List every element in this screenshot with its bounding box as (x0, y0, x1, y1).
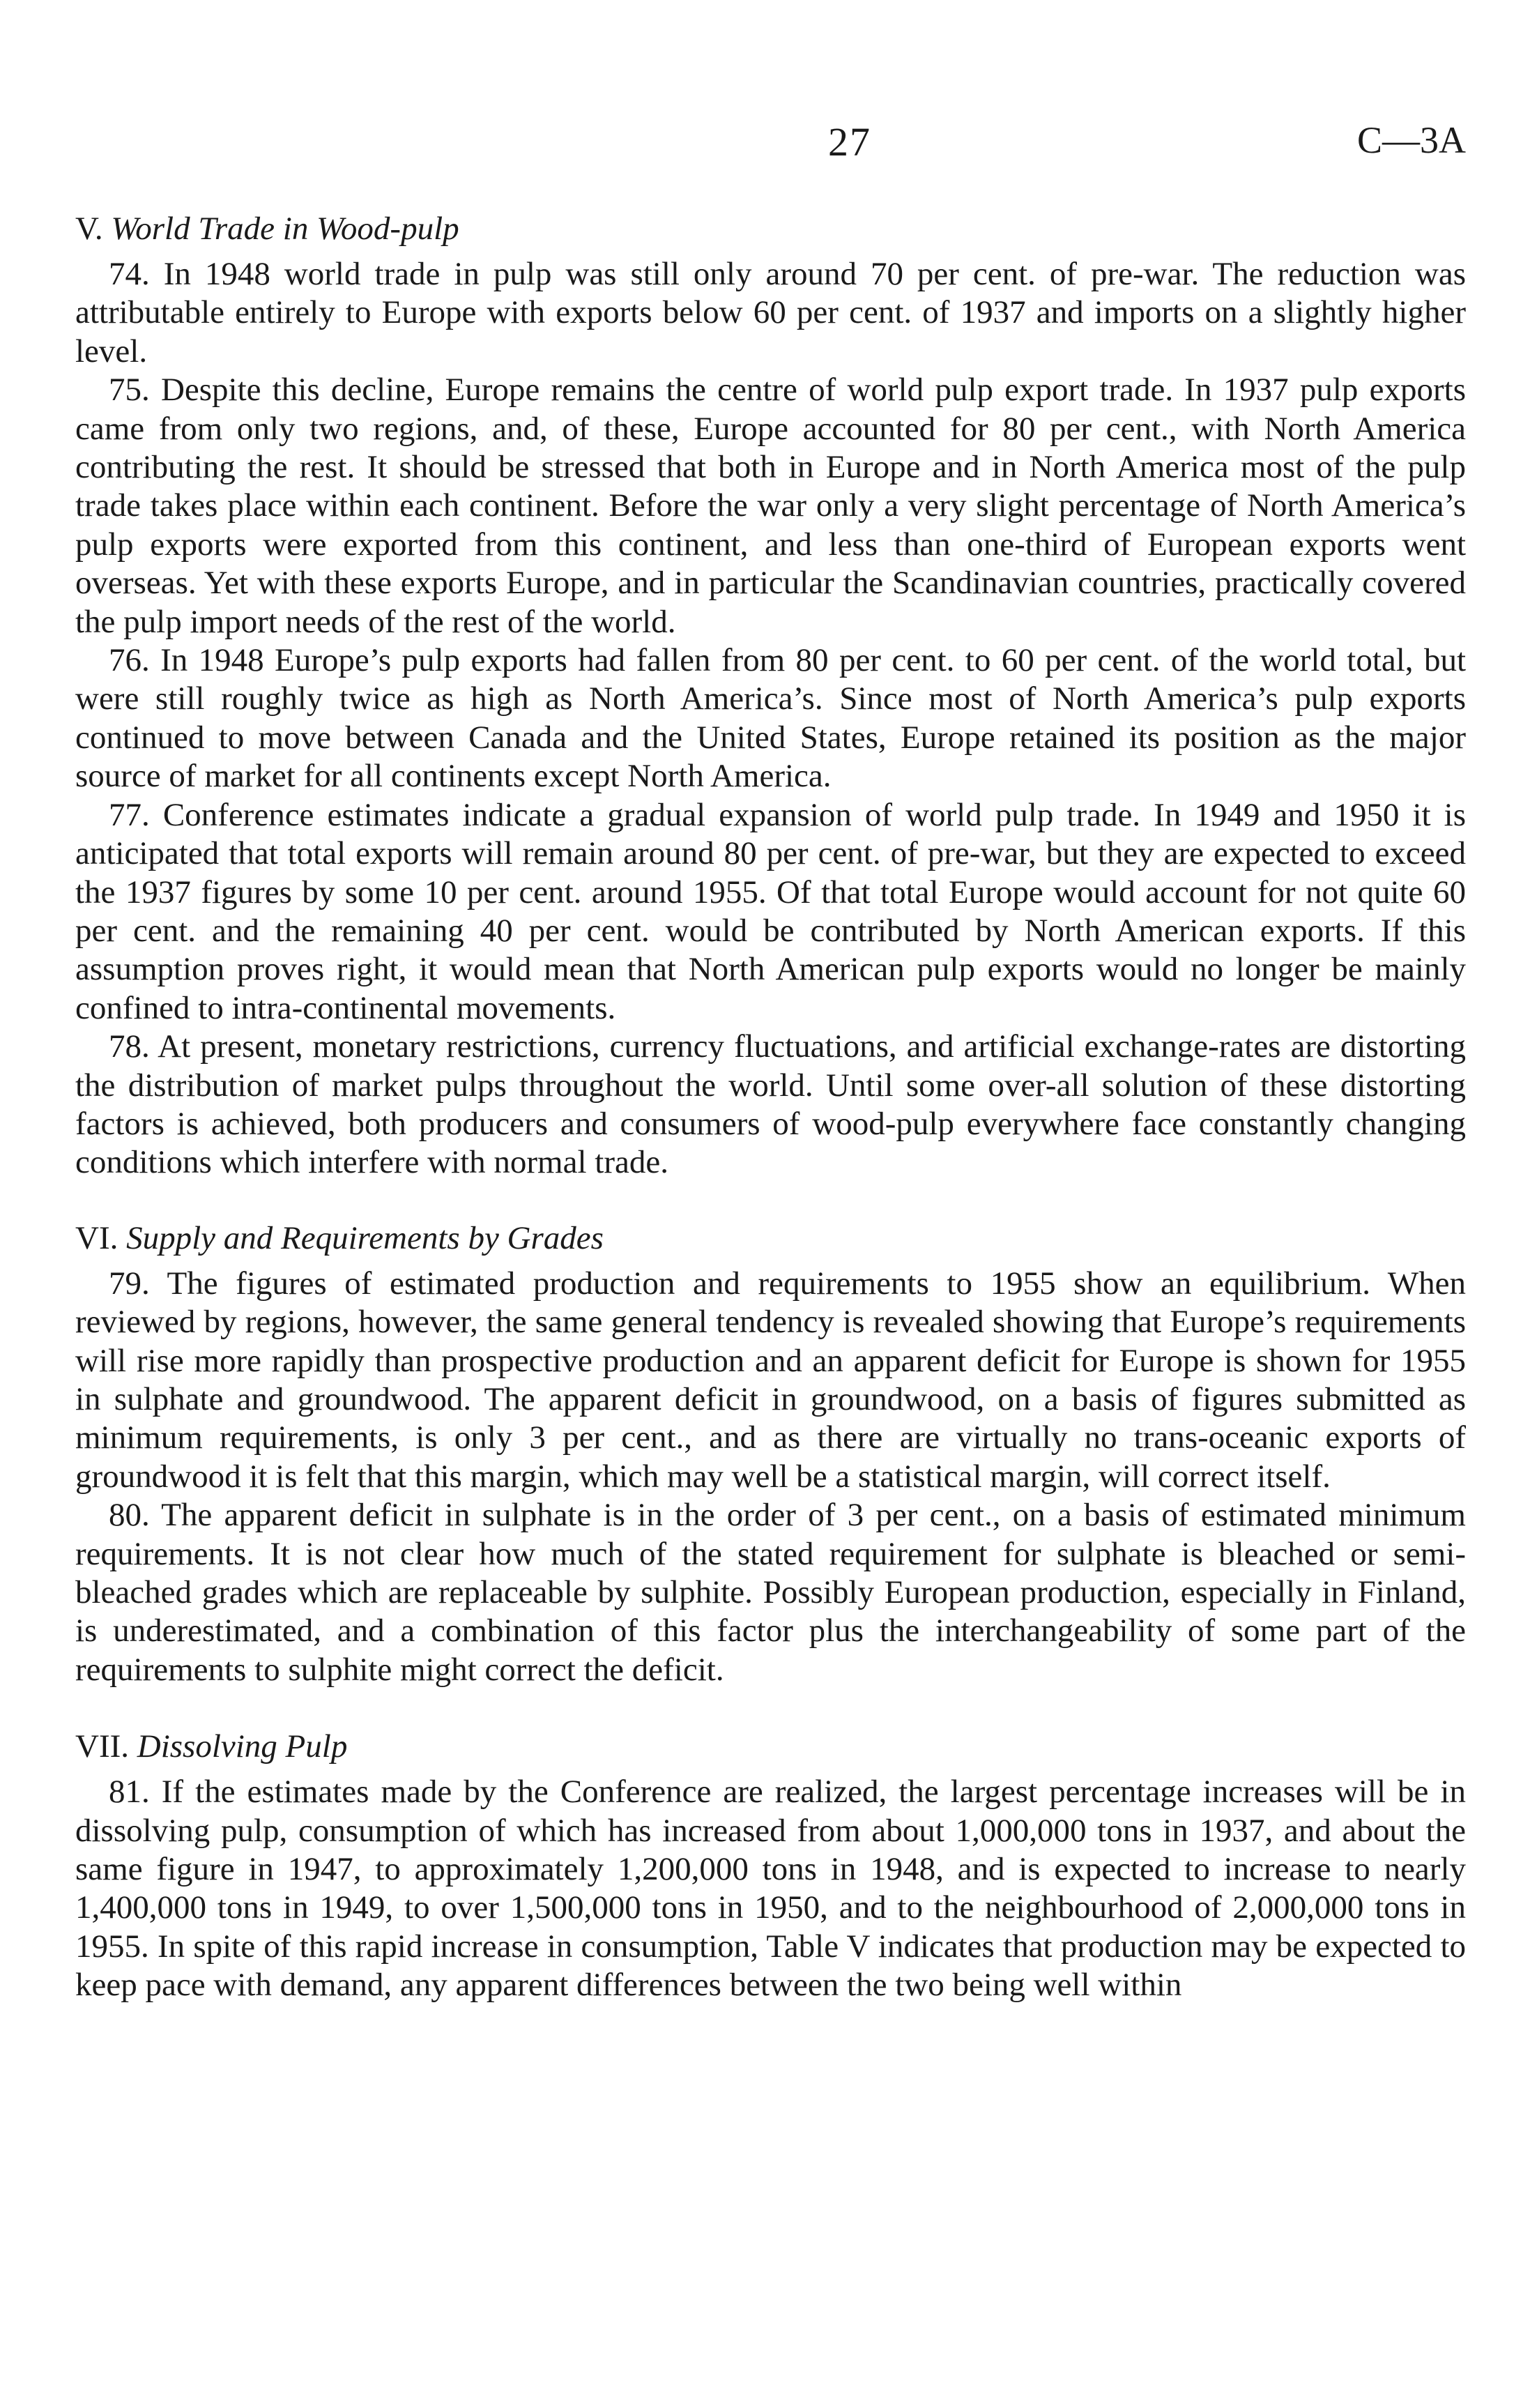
section-spacer (75, 1689, 1466, 1727)
paragraph-75: 75. Despite this decline, Europe remains the centre of world pulp export trade. In 1937 pulp exports came from only two regions, and, of these, Europe accounted for 80 per cent., with North America contributing the rest. It should be stressed that both in Europe and in North America most of the pulp trade takes place within each continent. Before the war only a very slight percentage of North America’s pulp exports were exported from this continent, and less than one-third of European exports went overseas. Yet with these exports Europe, and in particular the Scandinavian countries, practically covered the pulp import needs of the rest of the world. (75, 372, 1466, 640)
paragraph-74: 74. In 1948 world trade in pulp was still only around 70 per cent. of pre-war. The reduction was attributable entirely to Europe with exports below 60 per cent. of 1937 and imports on a slightly higher level. (75, 256, 1466, 369)
section-number: VI. (75, 1219, 118, 1256)
page-header (75, 119, 1466, 174)
page-body (75, 209, 1466, 2005)
paragraph-77: 77. Conference estimates indicate a gradual expansion of world pulp trade. In 1949 and 1950 it is anticipated that total exports will remain around 80 per cent. of pre-war, but they are expected to exceed the 1937 figures by some 10 per cent. around 1955. Of that total Europe would account for not quite 60 per cent. and the remaining 40 per cent. would be contributed by North American exports. If this assumption proves right, it would mean that North American pulp exports would no longer be mainly confined to intra-continental movements. (75, 796, 1466, 1026)
section-title: World Trade in Wood-pulp (111, 211, 459, 247)
section-heading (75, 1727, 1466, 1766)
page-number: 27 (828, 119, 871, 165)
section-title: Supply and Requirements by Grades (126, 1219, 604, 1256)
section-title: Dissolving Pulp (137, 1728, 348, 1765)
section-number: VII. (75, 1728, 129, 1765)
section-dissolving-pulp (75, 1727, 1466, 2004)
paragraph-79: 79. The figures of estimated production and requirements to 1955 show an equilibrium. When reviewed by regions, however, the same general tendency is revealed showing that Europe’s requirements will rise more rapidly than prospective production and an apparent deficit for Europe is shown for 1955 in sulphate and groundwood. The apparent deficit in groundwood, on a basis of figures submitted as minimum requirements, is only 3 per cent., and as there are virtually no trans-oceanic exports of groundwood it is felt that this margin, which may well be a statistical margin, will correct itself. (75, 1265, 1466, 1495)
section-heading (75, 209, 1466, 248)
paragraph-78: 78. At present, monetary restrictions, currency fluctuations, and artificial exchange-rates are distorting the distribution of market pulps throughout the world. Until some over-all solution of these distorting factors is achieved, both producers and consumers of wood-pulp everywhere face constantly changing conditions which interfere with normal trade. (75, 1028, 1466, 1181)
section-spacer (75, 1182, 1466, 1219)
paragraph-80: 80. The apparent deficit in sulphate is in the order of 3 per cent., on a basis of estimated minimum requirements. It is not clear how much of the stated requirement for sulphate is bleached or semi-bleached grades which are replaceable by sulphite. Possibly European production, especially in Finland, is underestimated, and a combination of this factor plus the interchangeability of some part of the requirements to sulphite might correct the deficit. (75, 1497, 1466, 1688)
paragraph-76: 76. In 1948 Europe’s pulp exports had fallen from 80 per cent. to 60 per cent. of the world total, but were still roughly twice as high as North America’s. Since most of North America’s pulp exports continued to move between Canada and the United States, Europe retained its position as the major source of market for all continents except North America. (75, 642, 1466, 795)
document-reference: C—3A (1356, 119, 1466, 161)
section-heading (75, 1219, 1466, 1258)
paragraph-81: 81. If the estimates made by the Conference are realized, the largest percentage increases will be in dissolving pulp, consumption of which has increased from about 1,000,000 tons in 1937, and about the same figure in 1947, to approximately 1,200,000 tons in 1948, and is expected to increase to nearly 1,400,000 tons in 1949, to over 1,500,000 tons in 1950, and to the neighbourhood of 2,000,000 tons in 1955. In spite of this rapid increase in consumption, Table V indicates that production may be expected to keep pace with demand, any apparent differences between the two being well within (75, 1774, 1466, 2004)
section-number: V. (75, 211, 103, 247)
section-world-trade (75, 209, 1466, 1182)
section-supply-requirements (75, 1219, 1466, 1689)
